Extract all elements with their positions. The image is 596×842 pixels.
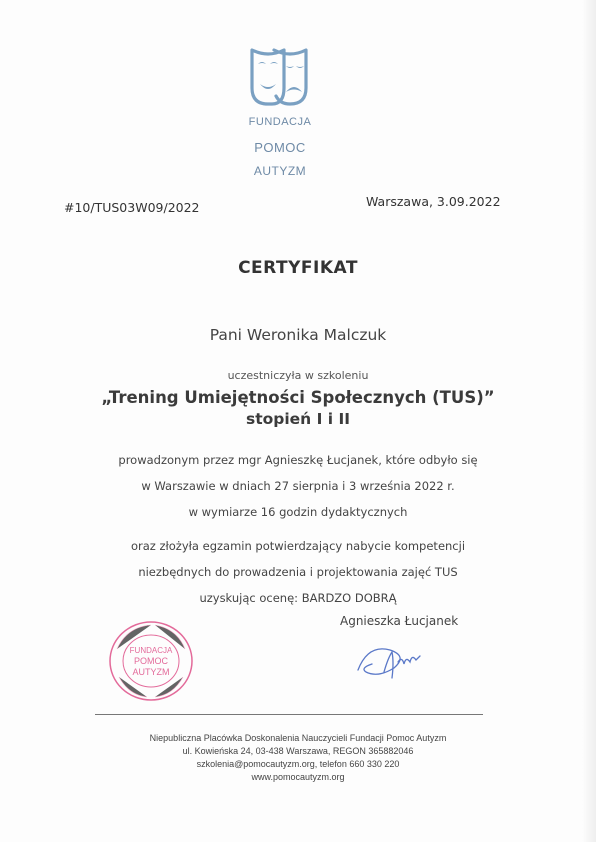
reference-number: #10/TUS03W09/2022 [64, 200, 200, 215]
footer-line-4: www.pomocautyzm.org [251, 772, 345, 782]
certificate-title: CERTYFIKAT [238, 258, 358, 278]
course-name: „Trening Umiejętności Społecznych (TUS)” [101, 388, 495, 407]
handwritten-signature-icon [348, 632, 438, 682]
body-line-2: w Warszawie w dniach 27 sierpnia i 3 września 2022 r. [141, 479, 455, 493]
logo-text-line3: AUTYZM [253, 164, 307, 178]
footer-line-1: Niepubliczna Placówka Doskonalenia Nauczycieli Fundacji Pomoc Autyzm [149, 733, 447, 743]
course-level: stopień I i II [245, 410, 351, 428]
body-line-1: prowadzonym przez mgr Agnieszkę Łucjanek, które odbyło się [118, 453, 478, 467]
logo-text-line2: POMOC [254, 140, 306, 155]
body-line-5: niezbędnych do prowadzenia i projektowania zajęć TUS [138, 565, 458, 579]
footer-line-2: ul. Kowieńska 24, 03-438 Warszawa, REGON 365882046 [182, 746, 414, 756]
body-line-3: w wymiarze 16 godzin dydaktycznych [188, 505, 408, 519]
signatory-name: Agnieszka Łucjanek [340, 614, 459, 628]
body-line-4: oraz złożyła egzamin potwierdzający nabycie kompetencji [130, 539, 466, 553]
recipient-name: Pani Weronika Malczuk [209, 326, 387, 344]
footer-line-3: szkolenia@pomocautyzm.org, telefon 660 330 220 [196, 759, 400, 769]
place-date: Warszawa, 3.09.2022 [366, 194, 501, 209]
stamp-line1: FUNDACJA [129, 646, 173, 655]
logo-text-line1: FUNDACJA [248, 116, 312, 128]
body-line-6: uzyskując ocenę: BARDZO DOBRĄ [199, 591, 397, 605]
participated-text: uczestniczyła w szkoleniu [227, 369, 369, 382]
footer-divider [95, 714, 483, 715]
stamp-line3: AUTYZM [132, 667, 170, 677]
stamp-line2: POMOC [133, 656, 169, 666]
foundation-logo-icon [246, 44, 312, 110]
foundation-stamp-icon [107, 619, 195, 703]
